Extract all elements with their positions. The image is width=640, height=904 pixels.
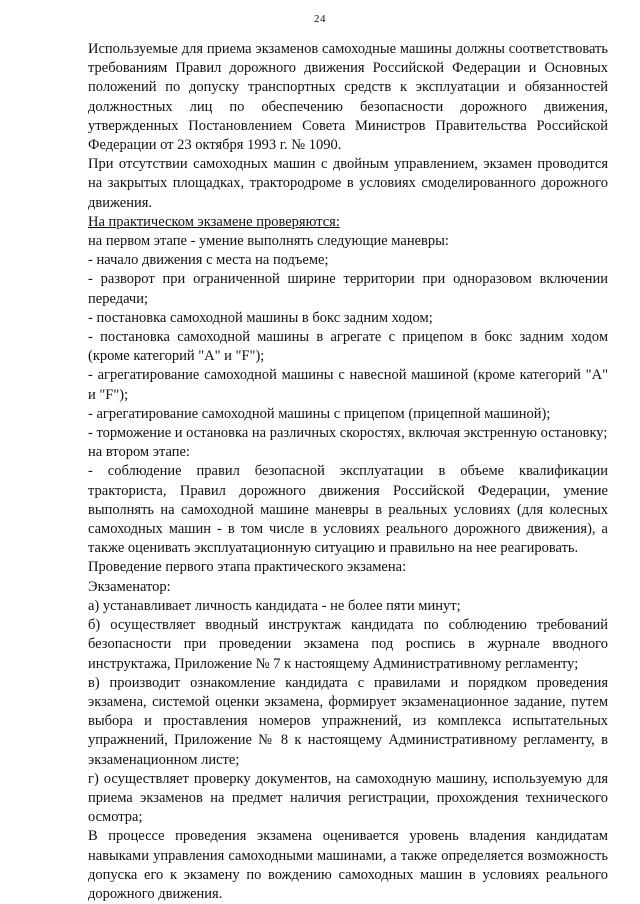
document-body	[88, 40, 608, 904]
second-stage-item: - соблюдение правил безопасной эксплуатации в объеме квалификации тракториста, Правил дорожного движения Российской Федерации, умение выполнять на самоходной машине маневры в реальных условиях (для колесных самоходных машин - в том числе в условиях реального дорожного движения), а также оценивать эксплуатационную ситуацию и правильно на нее реагировать.	[88, 463, 608, 557]
paragraph-closed-area: При отсутствии самоходных машин с двойным управлением, экзамен проводится на закрытых площадках, трактородроме в условиях смоделированного дорожного движения.	[88, 156, 608, 211]
maneuver-item: - агрегатирование самоходной машины с прицепом (прицепной машиной);	[88, 405, 551, 422]
first-stage-procedure-heading: Проведение первого этапа практического экзамена:	[88, 559, 407, 576]
paragraph-machines-requirements: Используемые для приема экзаменов самоходные машины должны соответствовать требованиям Правил дорожного движения Российской Федерации и Основных положений по допуску транспортных средств к эксплуатации и обязанностей должностных лиц по обеспечению безопасности дорожного движения, утвержденных Постановлением Совета Министров Правительства Российской Федерации от 23 октября 1993 г. № 1090.	[88, 41, 608, 154]
first-stage-intro: на первом этапе - умение выполнять следующие маневры:	[88, 233, 449, 250]
maneuver-item: - начало движения с места на подъеме;	[88, 252, 329, 269]
maneuver-item: - постановка самоходной машины в агрегате с прицепом в бокс задним ходом (кроме категорий "А" и "F");	[88, 329, 608, 365]
examiner-step-a: а) устанавливает личность кандидата - не более пяти минут;	[88, 597, 461, 614]
maneuver-item: - торможение и остановка на различных скоростях, включая экстренную остановку;	[88, 425, 608, 442]
maneuver-item: - постановка самоходной машины в бокс задним ходом;	[88, 309, 433, 326]
paragraph-evaluation: В процессе проведения экзамена оценивается уровень владения кандидатам навыками управления самоходными машинами, а также определяется возможность допуска его к экзамену по вождению самоходных машин в условиях реального дорожного движения.	[88, 828, 608, 902]
examiner-heading: Экзаменатор:	[88, 578, 171, 595]
practical-exam-heading: На практическом экзамене проверяются:	[88, 213, 340, 230]
page-number: 24	[314, 13, 326, 25]
maneuver-item: - агрегатирование самоходной машины с навесной машиной (кроме категорий "А" и "F");	[88, 367, 608, 403]
examiner-step-v: в) производит ознакомление кандидата с правилами и порядком проведения экзамена, системой оценки экзамена, формирует экзаменационное задание, путем выбора и проставления номеров упражнений, из комплекса испытательных упражнений, Приложение № 8 к настоящему Административному регламенту, в экзаменационном листе;	[88, 674, 608, 768]
examiner-step-b: б) осуществляет вводный инструктаж кандидата по соблюдению требований безопасности при проведении экзамена под роспись в журнале вводного инструктажа, Приложение № 7 к настоящему Административному регламенту;	[88, 617, 608, 672]
examiner-step-g: г) осуществляет проверку документов, на самоходную машину, используемую для приема экзаменов на предмет наличия регистрации, прохождения технического осмотра;	[88, 770, 608, 826]
second-stage-intro: на втором этапе:	[88, 444, 190, 461]
maneuver-item: - разворот при ограниченной ширине территории при одноразовом включении передачи;	[88, 271, 608, 307]
